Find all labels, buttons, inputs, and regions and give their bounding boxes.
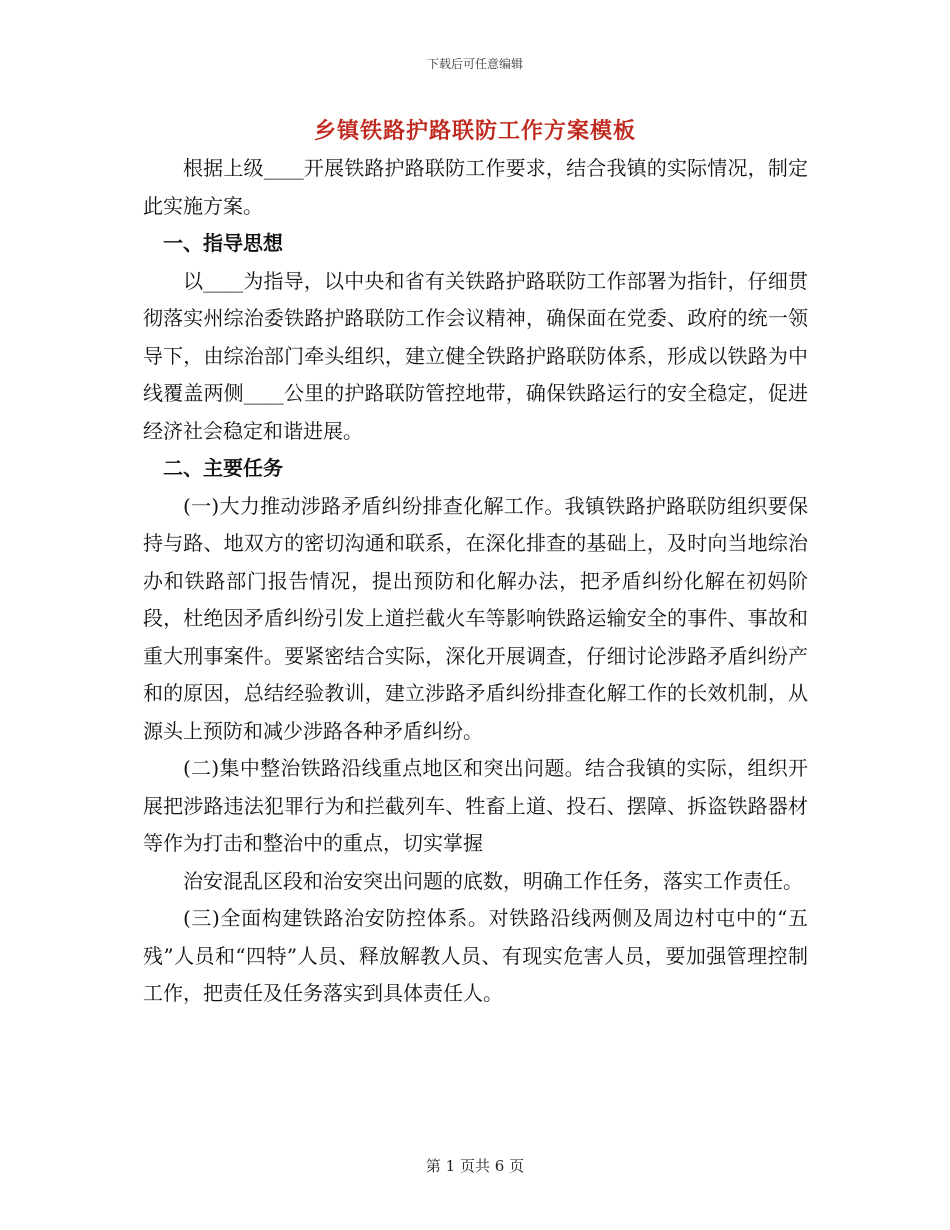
guiding-ideology-paragraph: 以____为指导，以中央和省有关铁路护路联防工作部署为指针，仔细贯彻落实州综治委铁路护路联防工作会议精神，确保面在党委、政府的统一领导下，由综治部门牵头组织，建立健全铁路护路联防体系，形成以铁路为中线覆盖两侧____公里的护路联防管控地带，确保铁路运行的安全稳定，促进经济社会稳定和谐进展。 — [143, 268, 808, 443]
task-item-1: (一)大力推动涉路矛盾纠纷排查化解工作。我镇铁路护路联防组织要保持与路、地双方的密切沟通和联系，在深化排查的基础上，及时向当地综治办和铁路部门报告情况，提出预防和化解办法，把矛盾纠纷化解在初妈阶段，杜绝因矛盾纠纷引发上道拦截火车等影响铁路运输安全的事件、事故和重大刑事案件。要紧密结合实际，深化开展调查，仔细讨论涉路矛盾纠纷产和的原因，总结经验教训，建立涉路矛盾纠纷排查化解工作的长效机制，从源头上预防和减少涉路各种矛盾纠纷。 — [143, 493, 808, 743]
intro-paragraph: 根据上级____开展铁路护路联防工作要求，结合我镇的实际情况，制定此实施方案。 — [143, 156, 808, 218]
document-body — [143, 150, 808, 1013]
task-item-2-continued: 治安混乱区段和治安突出问题的底数，明确工作任务，落实工作责任。 — [183, 868, 803, 893]
header-note: 下载后可任意编辑 — [426, 57, 523, 71]
document-title: 乡镇铁路护路联防工作方案模板 — [313, 118, 636, 144]
section-heading-main-tasks: 二、主要任务 — [163, 456, 283, 480]
section-heading-guiding-ideology: 一、指导思想 — [163, 231, 283, 255]
task-item-2: (二)集中整治铁路沿线重点地区和突出问题。结合我镇的实际，组织开展把涉路违法犯罪行为和拦截列车、牲畜上道、投石、摆障、拆盗铁路器材等作为打击和整治中的重点，切实掌握 — [143, 756, 808, 855]
task-item-3: (三)全面构建铁路治安防控体系。对铁路沿线两侧及周边村屯中的“五残”人员和“四特”人员、释放解教人员、有现实危害人员，要加强管理控制工作，把责任及任务落实到具体责任人。 — [143, 906, 808, 1005]
page-footer: 第 1 页共 6 页 — [425, 1157, 525, 1175]
